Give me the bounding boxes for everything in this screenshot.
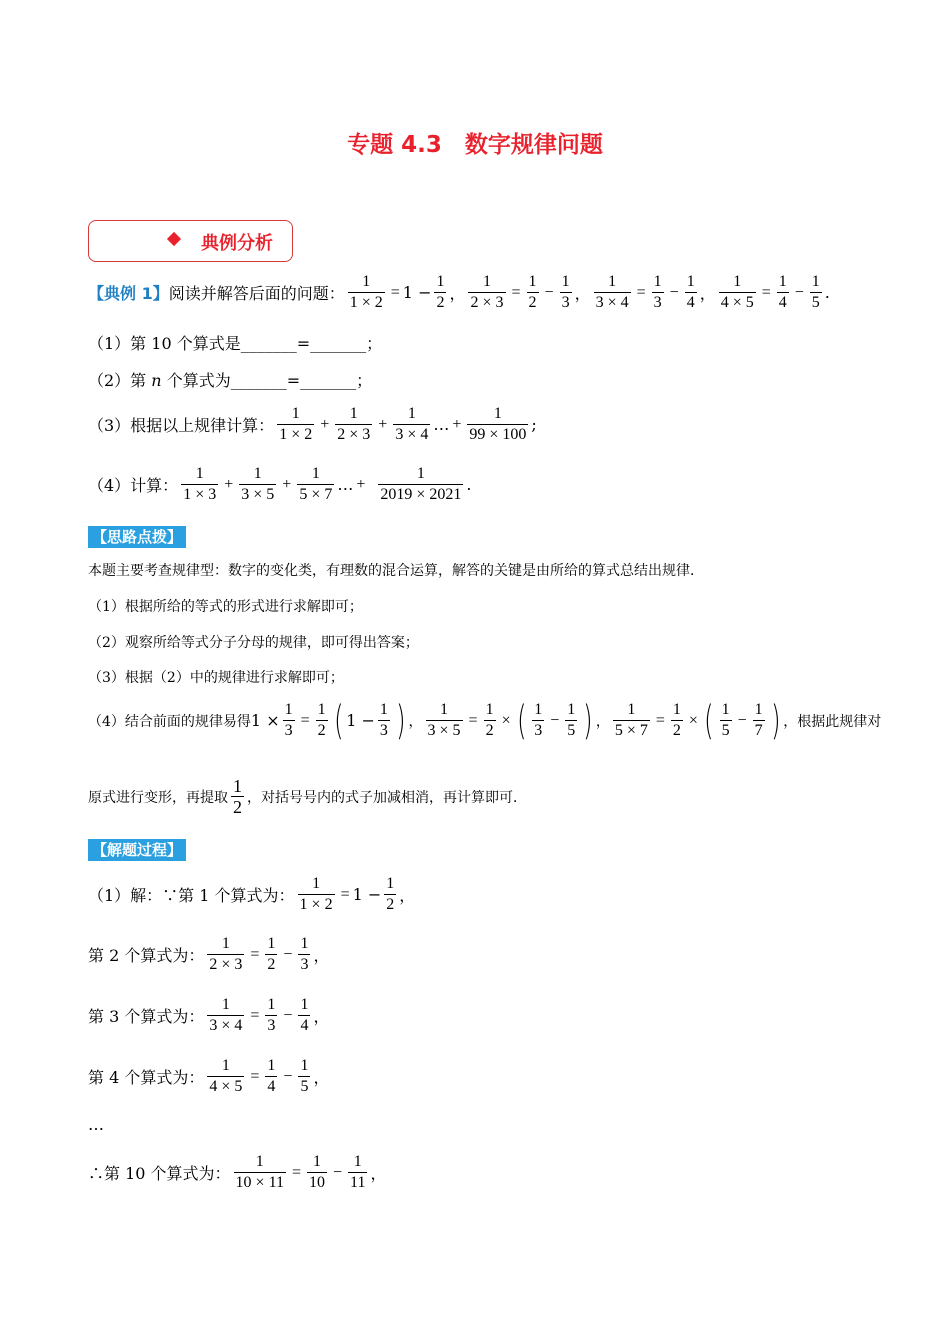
section-label: 典例分析 (201, 233, 273, 254)
page-title: 专题 4.3 数字规律问题 (347, 132, 603, 158)
example-intro-line: 【典例 1】 阅读并解答后面的问题： $\frac{1}{1 \times 2}$ = 1 − $\frac{1}{2}$ ， $\frac{1}{2 \times 3}$ = $\frac{1}{2}$ − $\frac{1}{3}$ ， $\frac{1}{3 \times 4}$ = $\frac{1}{3}$ − $\frac{1}{4}$ ， $\frac{1}{4 \times 5}$ = $\frac{1}{4}$ − $\frac{1}{5}$ . (88, 273, 830, 311)
hint-step-1: （1）根据所给的等式的形式进行求解即可； (88, 599, 363, 615)
solution-tag: 【解题过程】 (88, 839, 186, 860)
example-tag: 【典例 1】 (88, 284, 169, 303)
solution-ellipsis: … (88, 1115, 104, 1134)
diamond-icon (167, 232, 181, 246)
solution-line-1: （1）解：∵第 1 个算式为： $\frac{1}{1 \times 2}$ = 1 − $\frac{1}{2}$ ， (88, 875, 416, 913)
question-1: （1）第 10 个算式是_______=_______； (88, 334, 383, 353)
hint-step-3: （3）根据（2）中的规律进行求解即可； (88, 670, 344, 686)
question-2: （2）第 n 个算式为_______=_______； (88, 371, 373, 390)
hint-step-2: （2）观察所给等式分子分母的规律，即可得出答案； (88, 635, 419, 651)
question-4: （4）计算： $\frac{1}{1 \times 3}$ + $\frac{1}{3 \times 5}$ + $\frac{1}{5 \times 7}$ … + $\frac{1}{2019 \times 2021}$ . (88, 465, 472, 503)
hint-tag: 【思路点拨】 (88, 526, 186, 547)
example-intro: 阅读并解答后面的问题： (168, 284, 345, 303)
solution-line-4: 第 4 个算式为： $\frac{1}{4 \times 5}$ = $\frac{1}{4}$ − $\frac{1}{5}$ ， (88, 1057, 330, 1095)
hint-step-4-cont: 原式进行变形，再提取 $\frac{1}{2}$ ，对括号号内的式子加减相消，再计算即可． (88, 776, 527, 817)
hint-intro: 本题主要考查规律型：数字的变化类，有理数的混合运算，解答的关键是由所给的算式总结出规律． (88, 563, 704, 579)
solution-line-10: ∴第 10 个算式为： $\frac{1}{10 \times 11}$ = $\frac{1}{10}$ − $\frac{1}{11}$ ， (88, 1153, 387, 1191)
solution-line-2: 第 2 个算式为： $\frac{1}{2 \times 3}$ = $\frac{1}{2}$ − $\frac{1}{3}$ ， (88, 935, 330, 973)
hint-step-4: （4）结合前面的规律易得 1 × $\frac{1}{3}$ = $\frac{1}{2}$ ( 1 − $\frac{1}{3}$ ) ， $\frac{1}{3 \times 5}$ = $\frac{1}{2}$ × ( $\frac{1}{3}$ − $\frac{1}{5}$ ) ， $\frac{1}{5 \times 7}$ = $\frac{1}{2}$ × ( $\frac{1}{5}$ − $\frac{1}{7}$ ) ，根据此规律对 (88, 697, 882, 744)
question-3: （3）根据以上规律计算： $\frac{1}{1 \times 2}$ + $\frac{1}{2 \times 3}$ + $\frac{1}{3 \times 4}$ … + $\frac{1}{99 \times 100}$ ; (88, 405, 537, 443)
solution-line-3: 第 3 个算式为： $\frac{1}{3 \times 4}$ = $\frac{1}{3}$ − $\frac{1}{4}$ ， (88, 996, 330, 1034)
section-header (88, 220, 293, 262)
